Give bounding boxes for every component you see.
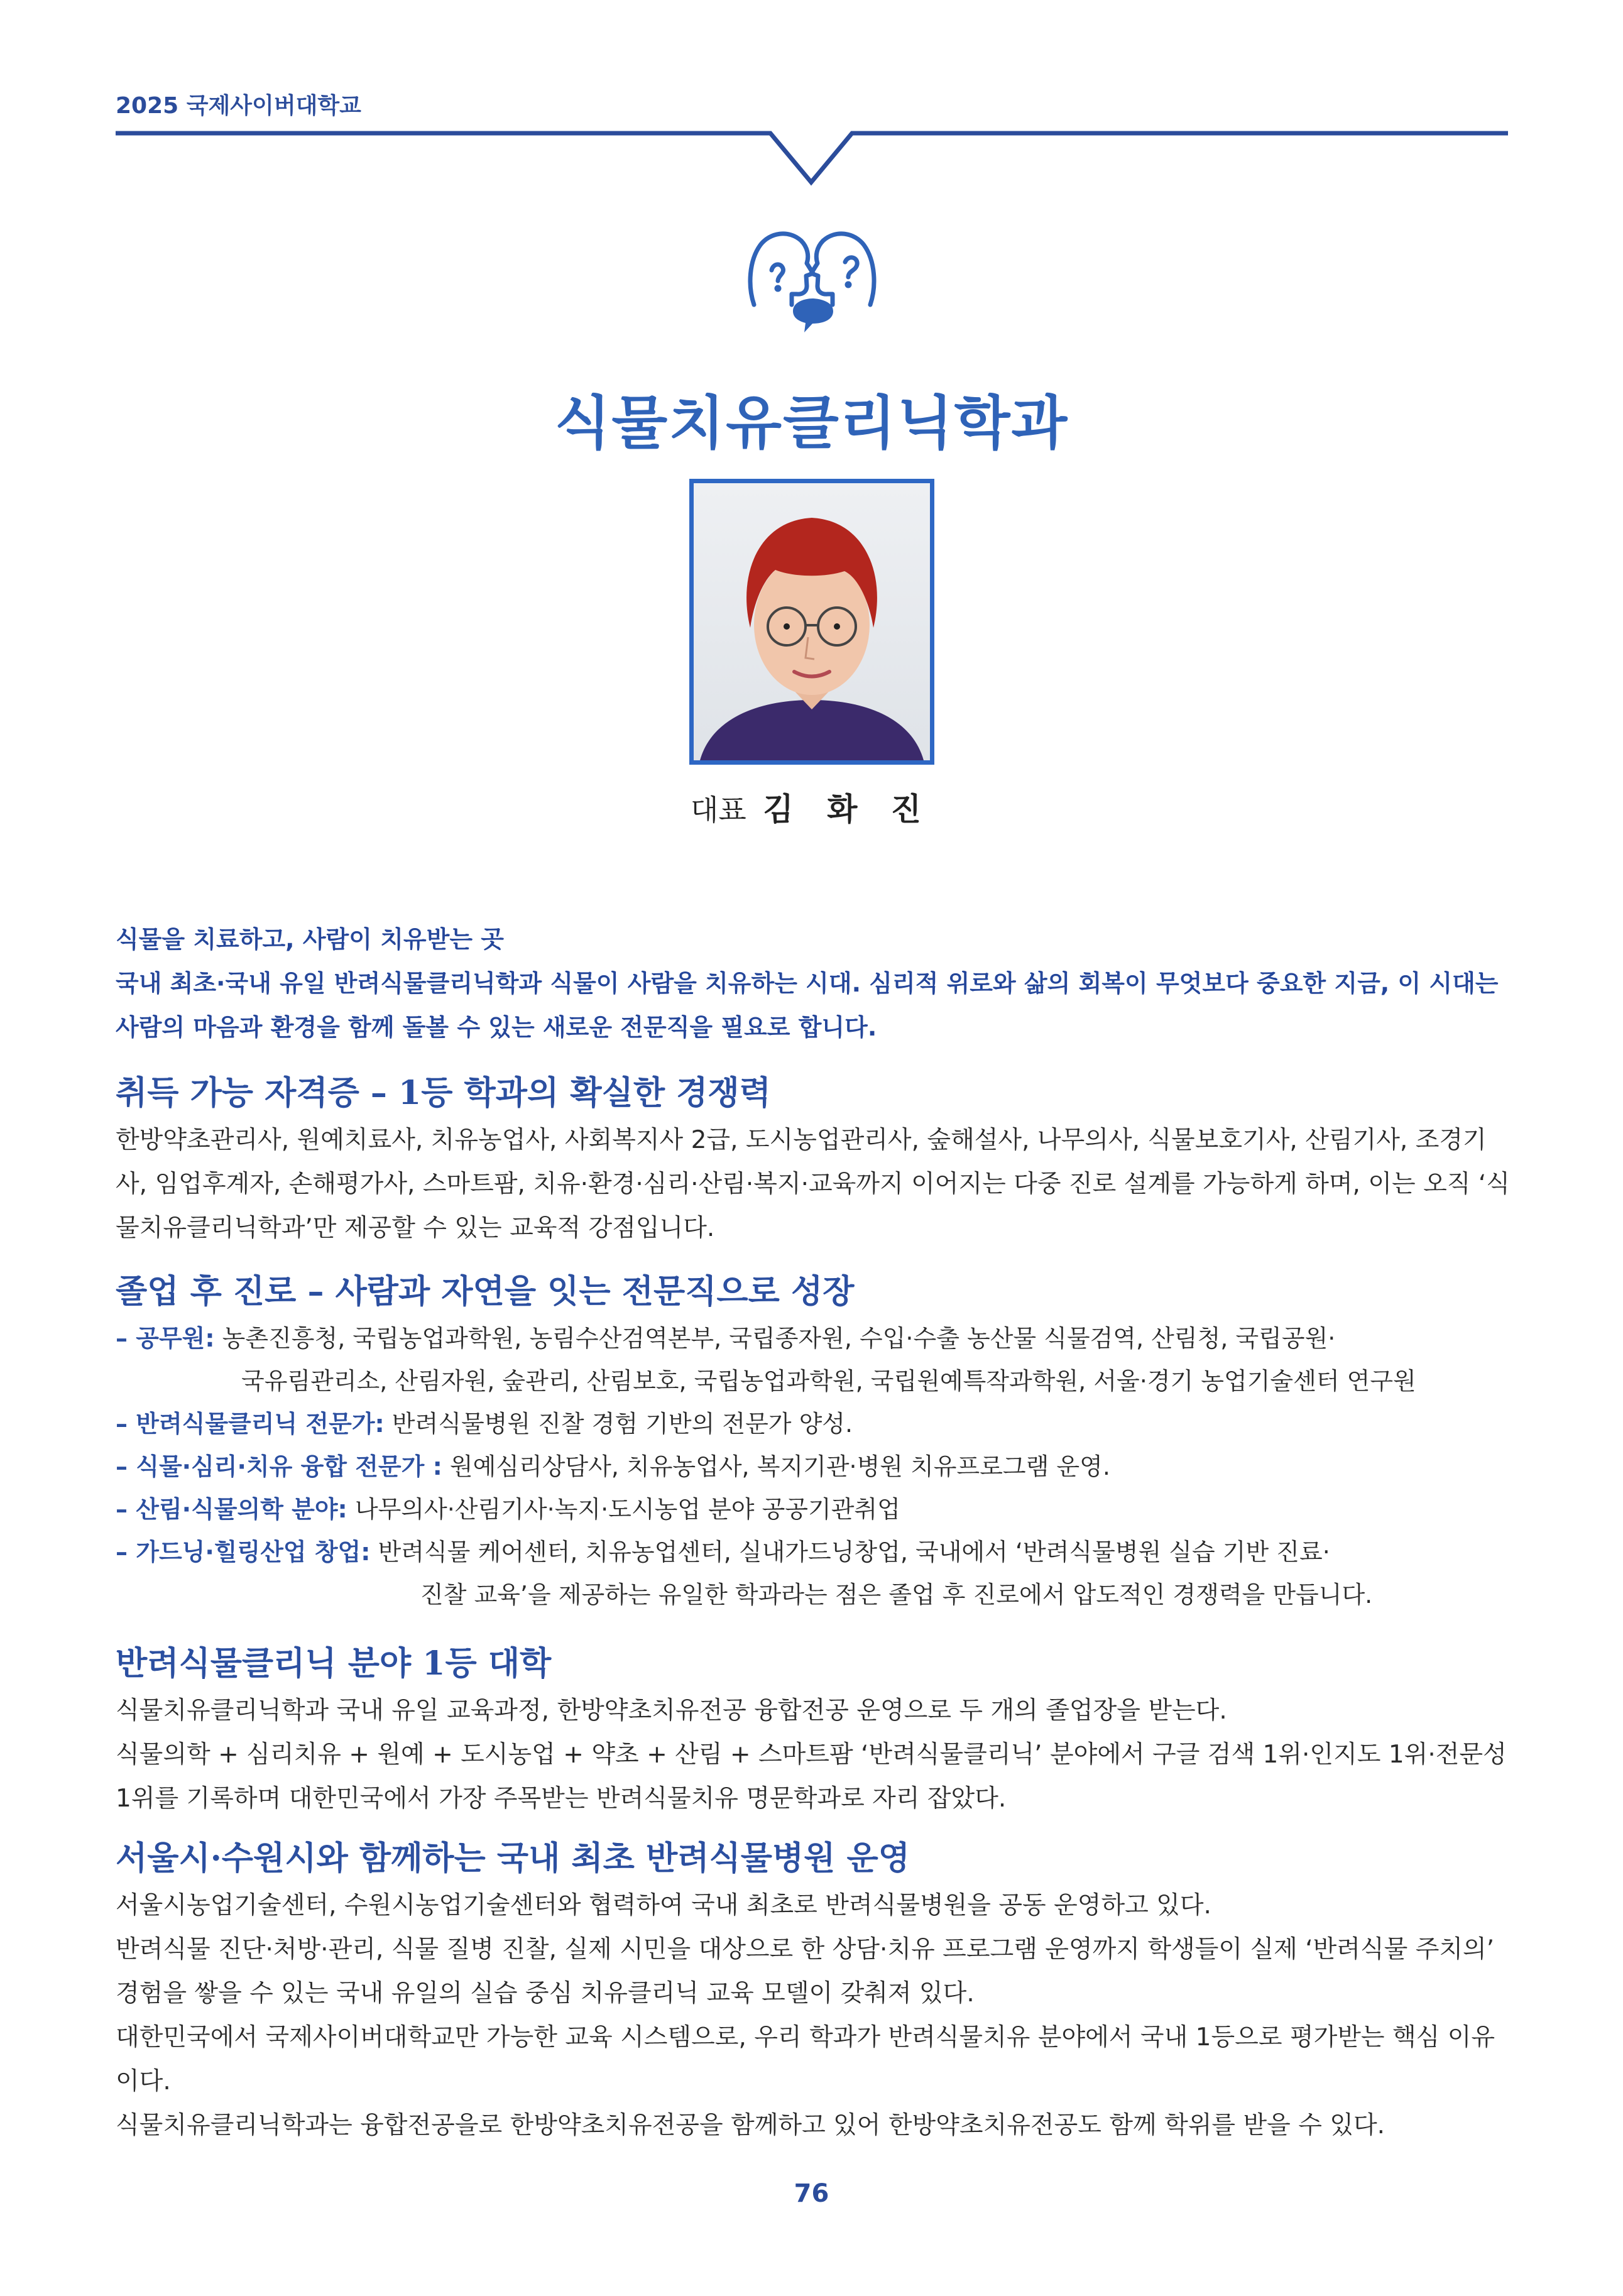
certifications-section	[116, 1068, 1511, 1250]
header-rule	[0, 119, 1623, 207]
career-item-civil-servant	[116, 1317, 1511, 1402]
career-label: – 가드닝·힐링산업 창업:	[116, 1538, 371, 1566]
representative-caption	[0, 784, 1623, 829]
conversation-icon	[741, 210, 883, 336]
hospital-paragraph-2: 반려식물 진단·처방·관리, 식물 질병 진찰, 실제 시민을 대상으로 한 상담·치유 프로그램 운영까지 학생들이 실제 ‘반려식물 주치의’ 경험을 쌓을 수 있는 국내 유일의 실습 중심 치유클리닉 교육 모델이 갖춰져 있다.	[116, 1935, 1495, 2008]
career-item-fusion-expert	[116, 1445, 1511, 1488]
ranking-paragraph-1: 식물치유클리닉학과 국내 유일 교육과정, 한방약초치유전공 융합전공 운영으로 두 개의 졸업장을 받는다.	[116, 1697, 1227, 1725]
career-text: 나무의사·산림기사·녹지·도시농업 분야 공공기관취업	[354, 1495, 900, 1523]
representative-role: 대표	[690, 793, 746, 827]
career-text-continued: 국유림관리소, 산림자원, 숲관리, 산림보호, 국립농업과학원, 국립원예특작과학원, 서울·경기 농업기술센터 연구원	[241, 1367, 1416, 1395]
careers-title: 졸업 후 진로 – 사람과 자연을 잇는 전문직으로 성장	[116, 1272, 855, 1311]
career-item-plant-clinic-expert	[116, 1402, 1511, 1445]
certifications-title: 취득 가능 자격증 – 1등 학과의 확실한 경쟁력	[116, 1074, 771, 1112]
career-label: – 공무원:	[116, 1325, 215, 1352]
hospital-title: 서울시·수원시와 함께하는 국내 최초 반려식물병원 운영	[116, 1839, 910, 1878]
career-text-continued: 진찰 교육’을 제공하는 유일한 학과라는 점은 졸업 후 진로에서 압도적인 경쟁력을 만듭니다.	[420, 1581, 1373, 1609]
career-text: 원예심리상담사, 치유농업사, 복지기관·병원 치유프로그램 운영.	[449, 1453, 1110, 1480]
hospital-paragraph-4: 식물치유클리닉학과는 융합전공을로 한방약초치유전공을 함께하고 있어 한방약초치유전공도 함께 학위를 받을 수 있다.	[116, 2111, 1385, 2140]
ranking-title: 반려식물클리닉 분야 1등 대학	[116, 1644, 552, 1683]
career-label: – 식물·심리·치유 융합 전문가 :	[116, 1453, 442, 1480]
hospital-paragraph-3: 대한민국에서 국제사이버대학교만 가능한 교육 시스템으로, 우리 학과가 반려식물치유 분야에서 국내 1등으로 평가받는 핵심 이유이다.	[116, 2023, 1495, 2096]
career-item-forestry	[116, 1488, 1511, 1531]
page-number: 76	[794, 2179, 829, 2208]
department-title: 식물치유클리닉학과	[554, 390, 1069, 457]
intro-line-1: 식물을 치료하고, 사람이 치유받는 곳	[116, 926, 504, 953]
certifications-body: 한방약초관리사, 원예치료사, 치유농업사, 사회복지사 2급, 도시농업관리사, 숲해설사, 나무의사, 식물보호기사, 산림기사, 조경기사, 임업후계자, 손해평가사, 스마트팜, 치유·환경·심리·산림·복지·교육까지 이어지는 다중 진로 설계를 가능하게 하며, 이는 오직 ‘식물치유클리닉학과’만 제공할 수 있는 교육적 강점입니다.	[116, 1126, 1510, 1242]
representative-name: 김 화 진	[763, 791, 933, 828]
career-text: 농촌진흥청, 국립농업과학원, 농림수산검역본부, 국립종자원, 수입·수출 농산물 식물검역, 산림청, 국립공원·	[222, 1325, 1336, 1352]
hospital-section	[116, 1834, 1511, 2148]
career-label: – 반려식물클리닉 전문가:	[116, 1410, 385, 1438]
career-label: – 산림·식물의학 분야:	[116, 1495, 347, 1523]
hospital-paragraph-1: 서울시농업기술센터, 수원시농업기술센터와 협력하여 국내 최초로 반려식물병원을 공동 운영하고 있다.	[116, 1891, 1211, 1920]
career-text: 반려식물병원 진찰 경험 기반의 전문가 양성.	[391, 1410, 853, 1438]
ranking-paragraph-2: 식물의학 + 심리치유 + 원예 + 도시농업 + 약초 + 산림 + 스마트팜 ‘반려식물클리닉’ 분야에서 구글 검색 1위·인지도 1위·전문성 1위를 기록하며 대한민국에서 가장 주목받는 반려식물치유 명문학과로 자리 잡았다.	[116, 1741, 1507, 1813]
ranking-section	[116, 1639, 1511, 1821]
representative-photo	[689, 479, 934, 765]
careers-section	[116, 1267, 1511, 1616]
career-text: 반려식물 케어센터, 치유농업센터, 실내가드닝창업, 국내에서 ‘반려식물병원 실습 기반 진료·	[378, 1538, 1330, 1566]
intro-line-2: 국내 최초·국내 유일 반려식물클리닉학과 식물이 사람을 치유하는 시대. 심리적 위로와 삶의 회복이 무엇보다 중요한 지금, 이 시대는 사람의 마음과 환경을 함께 돌볼 수 있는 새로운 전문직을 필요로 합니다.	[116, 970, 1499, 1041]
career-item-startup	[116, 1531, 1511, 1616]
header-text: 2025 국제사이버대학교	[116, 93, 361, 119]
intro-block	[116, 917, 1511, 1049]
